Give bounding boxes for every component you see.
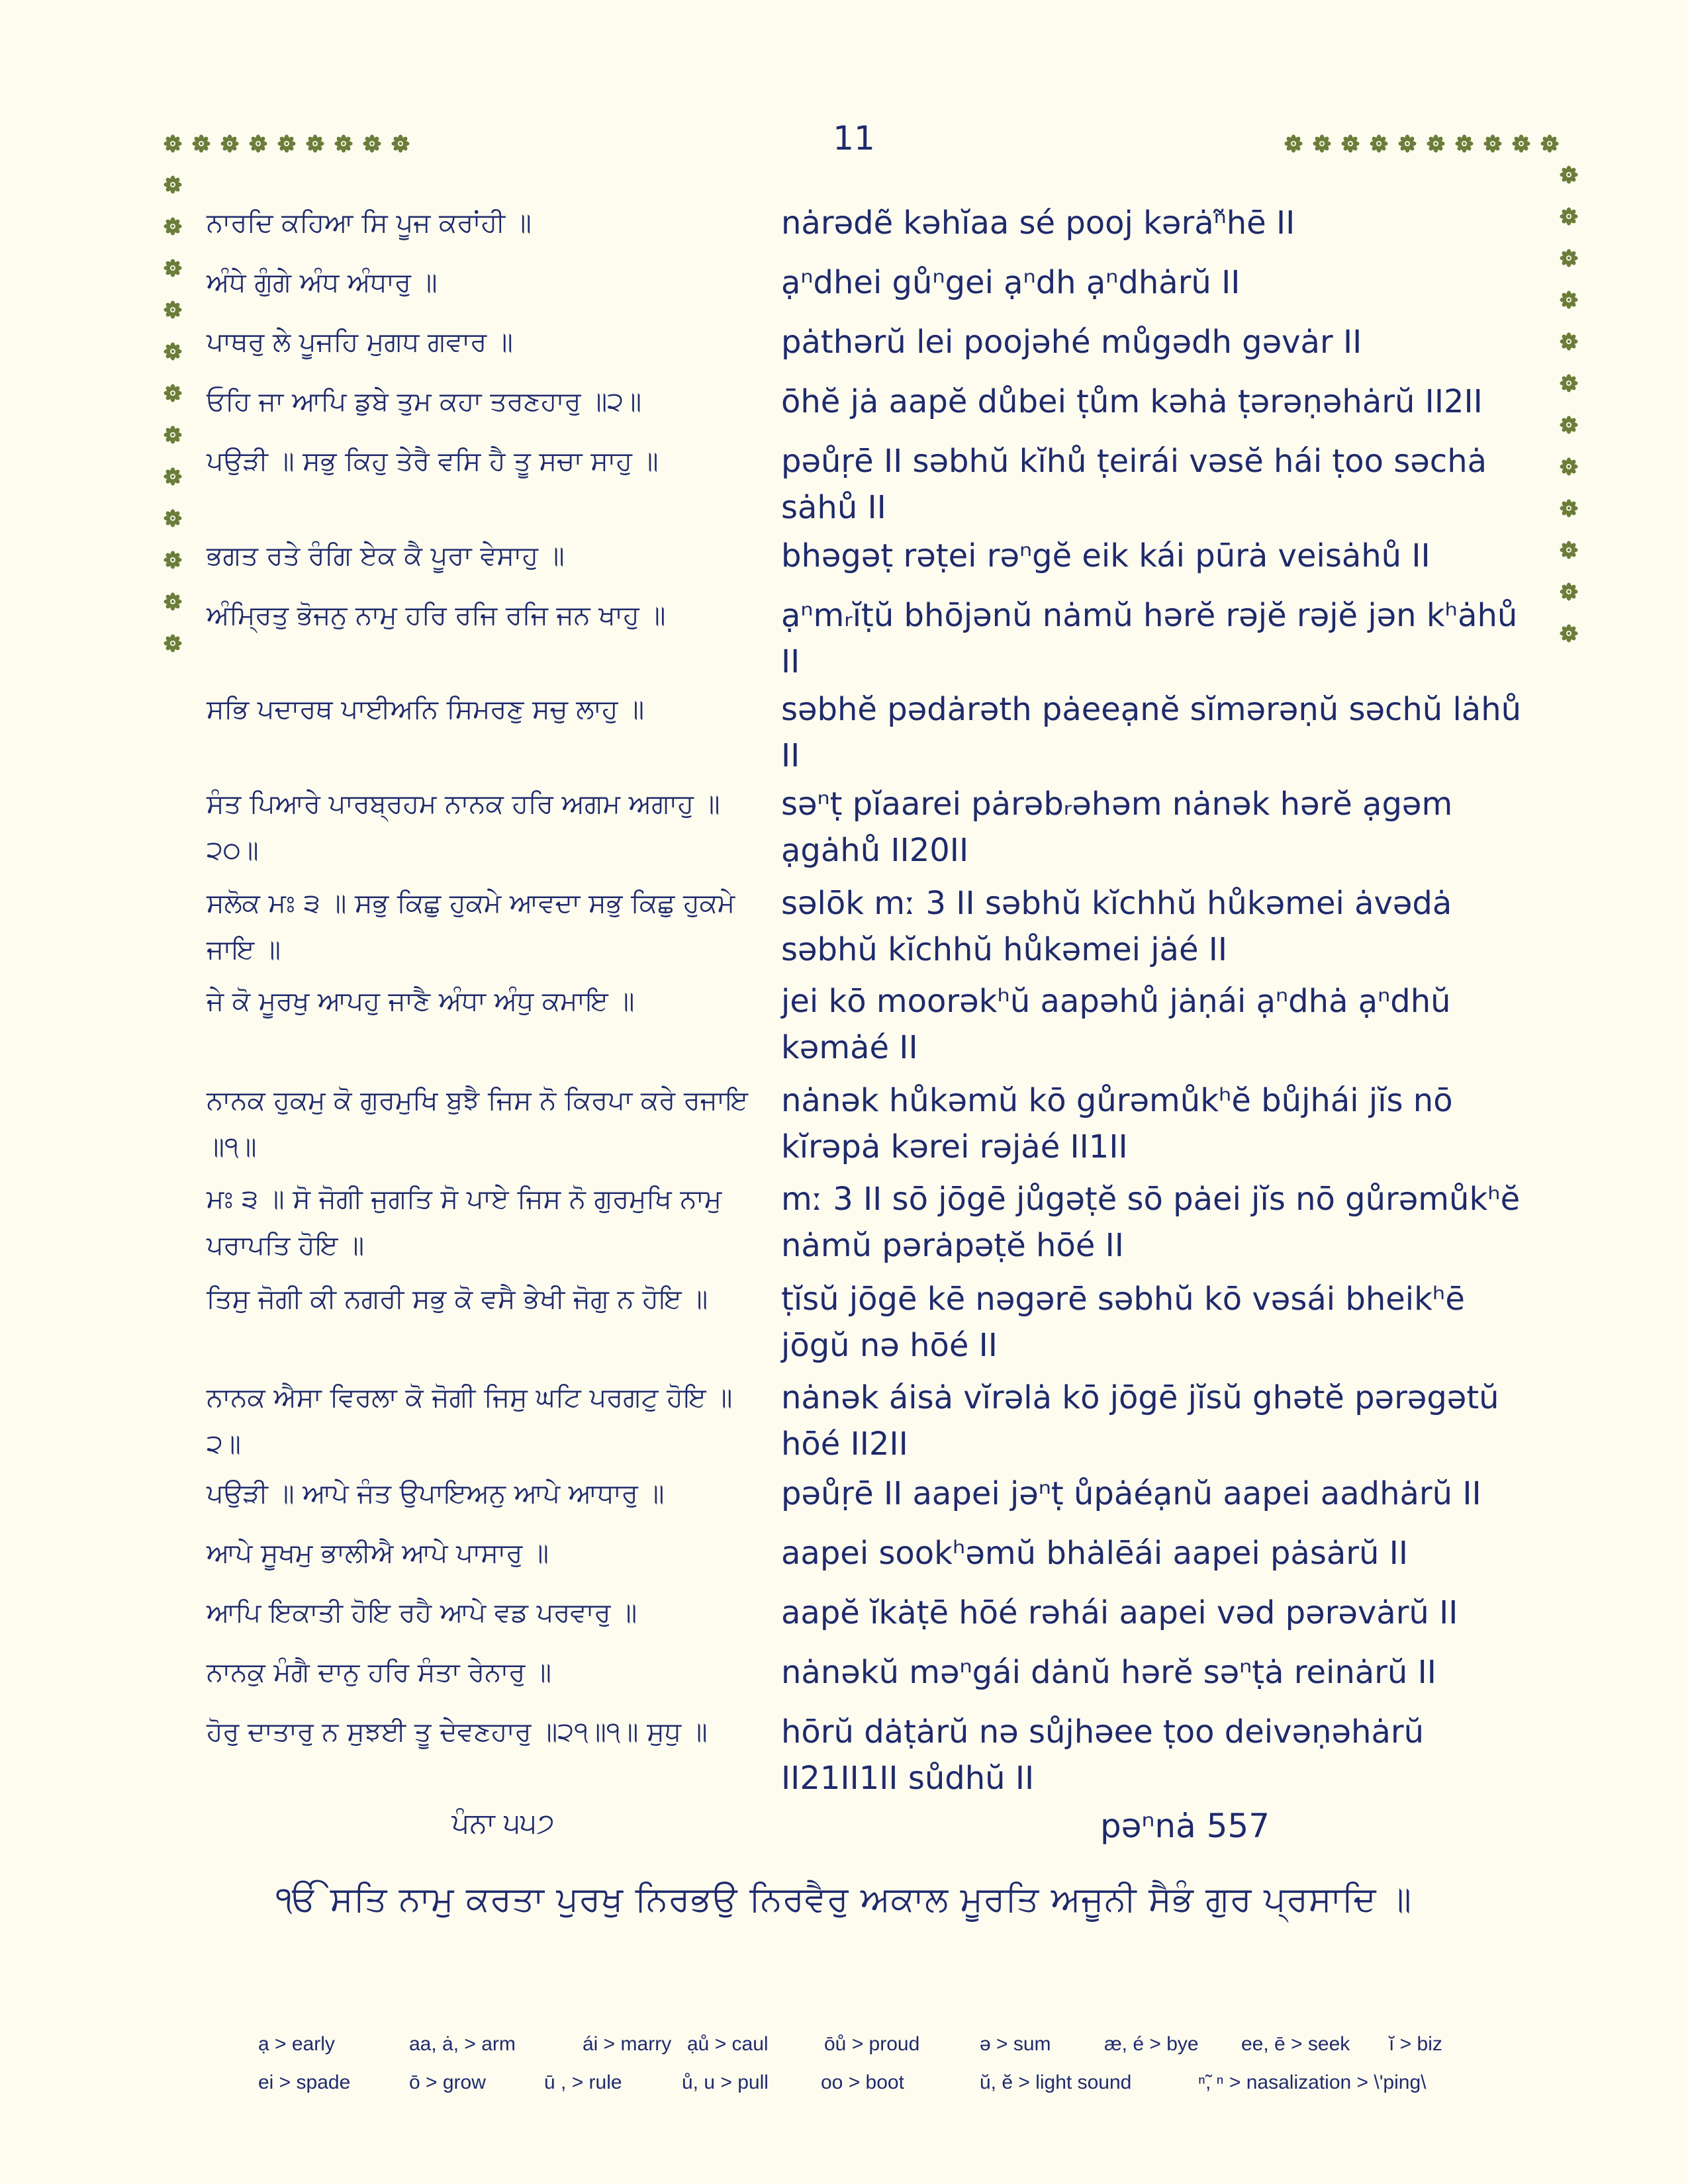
legend-item: oo > boot <box>821 2071 904 2093</box>
page-ang-transliteration: pəⁿnȧ 557 <box>1100 1807 1270 1845</box>
flower-icon <box>1560 416 1578 434</box>
transliteration-line: nȧrədẽ kəhĭaa sé pooj kərȧⁿ̃hē II <box>781 205 1295 242</box>
transliteration-line: səⁿṭ pĭaarei pȧrəbᵣəhəm nȧnək hərĕ ạgəm ạgȧhů II20II <box>781 786 1453 869</box>
flower-icon <box>1560 499 1578 518</box>
legend-item: ŭ, ĕ > light sound <box>980 2071 1132 2093</box>
flower-icon <box>164 217 182 236</box>
legend-item: ə > sum <box>980 2033 1051 2055</box>
flower-icon <box>164 551 182 569</box>
transliteration-line: ṭĭsŭ jōgē kē nəgərē səbhŭ kō vəsái bheikʰē jōgŭ nə hōé II <box>781 1281 1465 1364</box>
mool-mantar-heading: ੴ ਸਤਿ ਨਾਮੁ ਕਰਤਾ ਪੁਰਖੁ ਨਿਰਭਉ ਨਿਰਵੈਰੁ ਅਕਾਲ ਮੂਰਤਿ ਅਜੂਨੀ ਸੈਭੰ ਗੁਰ ਪ੍ਰਸਾਦਿ ॥ <box>275 1880 1413 1919</box>
flower-icon <box>1560 457 1578 476</box>
legend-item: ĭ > biz <box>1389 2033 1442 2055</box>
transliteration-line: pəůṛē II səbhŭ kĭhů ṭeirái vəsĕ hái ṭoo səchȧ sȧhů II <box>781 443 1487 526</box>
transliteration-line: bhəgəṭ rəṭei rəⁿgĕ eik kái pūrȧ veisȧhů II <box>781 537 1430 574</box>
flower-icon <box>363 134 381 153</box>
flower-icon <box>1483 134 1502 153</box>
legend-item: ei > spade <box>258 2071 351 2093</box>
transliteration-line: nȧnək áisȧ vĭrəlȧ kō jōgē jĭsŭ ghətĕ pərəgətŭ hōé II2II <box>781 1379 1499 1463</box>
flower-icon <box>306 134 324 153</box>
flower-icon <box>277 134 296 153</box>
gurmukhi-line: ਨਾਨਕ ਹੁਕਮੁ ਕੋ ਗੁਰਮੁਖਿ ਬੁਝੈ ਜਿਸ ਨੋ ਕਿਰਪਾ ਕਰੇ ਰਜਾਇ ॥੧॥ <box>207 1085 748 1162</box>
gurmukhi-line: ਪਉੜੀ ॥ ਆਪੇ ਜੰਤ ਉਪਾਇਅਨੁ ਆਪੇ ਆਧਾਰੁ ॥ <box>207 1479 665 1509</box>
gurmukhi-line: ਪਉੜੀ ॥ ਸਭੁ ਕਿਹੁ ਤੇਰੈ ਵਸਿ ਹੈ ਤੂ ਸਚਾ ਸਾਹੁ ॥ <box>207 446 659 477</box>
legend-item: ⁿ̃, ⁿ > nasalization > \'ping\ <box>1198 2071 1427 2093</box>
transliteration-line: aapĕ ĭkȧṭē hōé rəhái aapei vəd pərəvȧrŭ II <box>781 1594 1458 1631</box>
flower-icon <box>1455 134 1474 153</box>
flower-icon <box>1560 165 1578 184</box>
transliteration-line: nȧnək hůkəmŭ kō gůrəmůkʰĕ bůjhái jĭs nō kĭrəpȧ kərei rəjȧé II1II <box>781 1082 1453 1165</box>
gurmukhi-line: ਨਾਰਦਿ ਕਹਿਆ ਸਿ ਪੂਜ ਕਰਾਂਹੀ ॥ <box>207 208 532 238</box>
flower-icon <box>164 467 182 486</box>
flower-icon <box>1370 134 1388 153</box>
transliteration-line: ạⁿdhei gůⁿgei ạⁿdh ạⁿdhȧrŭ II <box>781 264 1241 301</box>
gurmukhi-line: ਪਾਥਰੁ ਲੇ ਪੂਜਹਿ ਮੁਗਧ ਗਵਾਰ ॥ <box>207 327 513 357</box>
transliteration-line: pȧthərŭ lei poojəhé můgədh gəvȧr II <box>781 324 1362 361</box>
flower-icon <box>1341 134 1360 153</box>
gurmukhi-line: ਆਪੇ ਸੂਖਮੁ ਭਾਲੀਐ ਆਪੇ ਪਾਸਾਰੁ ॥ <box>207 1538 549 1569</box>
transliteration-line: ạⁿmᵣĭṭŭ bhōjənŭ nȧmŭ hərĕ rəjĕ rəjĕ jən kʰȧhů II <box>781 597 1518 680</box>
gurmukhi-line: ਮਃ ੩ ॥ ਸੋ ਜੋਗੀ ਜੁਗਤਿ ਸੋ ਪਾਏ ਜਿਸ ਨੋ ਗੁਰਮੁਖਿ ਨਾਮੁ ਪਰਾਪਤਿ ਹੋਇ ॥ <box>207 1184 722 1261</box>
flower-icon <box>391 134 410 153</box>
transliteration-line: ōhĕ jȧ aapĕ důbei ṭům kəhȧ ṭərəṇəhȧrŭ II2II <box>781 383 1483 420</box>
gurmukhi-line: ਨਾਨਕੁ ਮੰਗੈ ਦਾਨੁ ਹਰਿ ਸੰਤਾ ਰੇਨਾਰੁ ॥ <box>207 1657 552 1688</box>
transliteration-line: mː 3 II sō jōgē jůgəṭĕ sō pȧei jĭs nō gůrəmůkʰĕ nȧmŭ pərȧpəṭĕ hōé II <box>781 1181 1521 1264</box>
gurmukhi-line: ਅੰਧੇ ਗੁੰਗੇ ਅੰਧ ਅੰਧਾਰੁ ॥ <box>207 267 438 298</box>
transliteration-line: hōrŭ dȧṭȧrŭ nə sůjhəee ṭoo deivəṇəhȧrŭ II21II1II sůdhŭ II <box>781 1713 1425 1797</box>
transliteration-line: jei kō moorəkʰŭ aapəhů jȧṇái ạⁿdhȧ ạⁿdhŭ kəmȧé II <box>781 983 1451 1066</box>
legend-item: ů, u > pull <box>682 2071 769 2093</box>
gurmukhi-line: ਸਲੋਕ ਮਃ ੩ ॥ ਸਭੁ ਕਿਛੁ ਹੁਕਮੇ ਆਵਦਾ ਸਭੁ ਕਿਛੁ ਹੁਕਮੇ ਜਾਇ ॥ <box>207 888 735 965</box>
flower-icon <box>1313 134 1331 153</box>
flower-icon <box>1540 134 1559 153</box>
page-ang-gurmukhi: ਪੰਨਾ ੫੫੭ <box>451 1807 555 1839</box>
legend-item: ū , > rule <box>544 2071 622 2093</box>
flower-icon <box>249 134 267 153</box>
gurmukhi-line: ਜੇ ਕੋ ਮੂਰਖੁ ਆਪਹੁ ਜਾਣੈ ਅੰਧਾ ਅੰਧੁ ਕਮਾਇ ॥ <box>207 986 635 1017</box>
gurmukhi-line: ਹੋਰੁ ਦਾਤਾਰੁ ਨ ਸੁਝਈ ਤੂ ਦੇਵਣਹਾਰੁ ॥੨੧॥੧॥ ਸੁਧੁ ॥ <box>207 1717 708 1747</box>
flower-icon <box>1560 291 1578 309</box>
flower-icon <box>164 259 182 277</box>
flower-icon <box>164 342 182 361</box>
flower-icon <box>1560 249 1578 267</box>
legend-item: æ, é > bye <box>1104 2033 1199 2055</box>
flower-icon <box>1560 541 1578 559</box>
flower-icon <box>164 175 182 194</box>
transliteration-line: səlōk mː 3 II səbhŭ kĭchhŭ hůkəmei ȧvədȧ səbhŭ kĭchhŭ hůkəmei jȧé II <box>781 885 1452 968</box>
legend-item: ạ > early <box>258 2033 335 2055</box>
flower-icon <box>1560 374 1578 392</box>
gurmukhi-line: ਸੰਤ ਪਿਆਰੇ ਪਾਰਬ੍ਰਹਮ ਨਾਨਕ ਹਰਿ ਅਗਮ ਅਗਾਹੁ ॥੨੦॥ <box>207 789 720 866</box>
gurmukhi-line: ਓਹਿ ਜਾ ਆਪਿ ਡੁਬੇ ਤੁਮ ਕਹਾ ਤਰਣਹਾਰੁ ॥੨॥ <box>207 387 642 417</box>
flower-icon <box>1284 134 1303 153</box>
gurmukhi-line: ਸਭਿ ਪਦਾਰਥ ਪਾਈਅਨਿ ਸਿਮਰਣੁ ਸਚੁ ਲਾਹੁ ॥ <box>207 694 645 725</box>
gurmukhi-line: ਤਿਸੁ ਜੋਗੀ ਕੀ ਨਗਰੀ ਸਭੁ ਕੋ ਵਸੈ ਭੇਖੀ ਜੋਗੁ ਨ ਹੋਇ ॥ <box>207 1284 708 1314</box>
flower-icon <box>1560 332 1578 351</box>
flower-icon <box>164 384 182 402</box>
gurmukhi-line: ਨਾਨਕ ਐਸਾ ਵਿਰਲਾ ਕੋ ਜੋਗੀ ਜਿਸੁ ਘਟਿ ਪਰਗਟੁ ਹੋਇ ॥੨॥ <box>207 1383 733 1459</box>
gurmukhi-line: ਆਪਿ ਇਕਾਤੀ ਹੋਇ ਰਹੈ ਆਪੇ ਵਡ ਪਰਵਾਰੁ ॥ <box>207 1598 637 1628</box>
flower-icon <box>1560 207 1578 226</box>
flower-icon <box>1512 134 1530 153</box>
transliteration-line: pəůṛē II aapei jəⁿṭ ůpȧéạnŭ aapei aadhȧrŭ II <box>781 1475 1481 1512</box>
flower-icon <box>164 426 182 444</box>
legend-item: aa, ȧ, > arm <box>409 2033 516 2055</box>
gurmukhi-line: ਅੰਮ੍ਰਿਤੁ ਭੋਜਨੁ ਨਾਮੁ ਹਰਿ ਰਜਿ ਰਜਿ ਜਨ ਖਾਹੁ ॥ <box>207 600 666 631</box>
transliteration-line: aapei sookʰəmŭ bhȧlēái aapei pȧsȧrŭ II <box>781 1535 1408 1572</box>
gurmukhi-line: ਭਗਤ ਰਤੇ ਰੰਗਿ ਏਕ ਕੈ ਪੂਰਾ ਵੇਸਾਹੁ ॥ <box>207 541 565 571</box>
transliteration-line: nȧnəkŭ məⁿgái dȧnŭ hərĕ səⁿṭȧ reinȧrŭ II <box>781 1654 1436 1691</box>
flower-icon <box>220 134 239 153</box>
legend-item: ạů > caul <box>687 2033 769 2055</box>
flower-icon <box>1560 624 1578 643</box>
legend-item: ee, ē > seek <box>1241 2033 1350 2055</box>
flower-icon <box>164 300 182 319</box>
flower-icon <box>164 509 182 527</box>
flower-icon <box>192 134 211 153</box>
legend-item: ái > marry <box>583 2033 672 2055</box>
flower-icon <box>164 592 182 611</box>
transliteration-line: səbhĕ pədȧrəth pȧeeạnĕ sĭmərəṇŭ səchŭ lȧhů II <box>781 691 1522 774</box>
flower-icon <box>164 134 182 153</box>
page-number: 11 <box>833 119 875 158</box>
legend-item: ōů > proud <box>824 2033 920 2055</box>
flower-icon <box>1560 582 1578 601</box>
flower-icon <box>334 134 353 153</box>
legend-item: ō > grow <box>409 2071 486 2093</box>
flower-icon <box>1398 134 1417 153</box>
flower-icon <box>164 634 182 653</box>
flower-icon <box>1427 134 1445 153</box>
